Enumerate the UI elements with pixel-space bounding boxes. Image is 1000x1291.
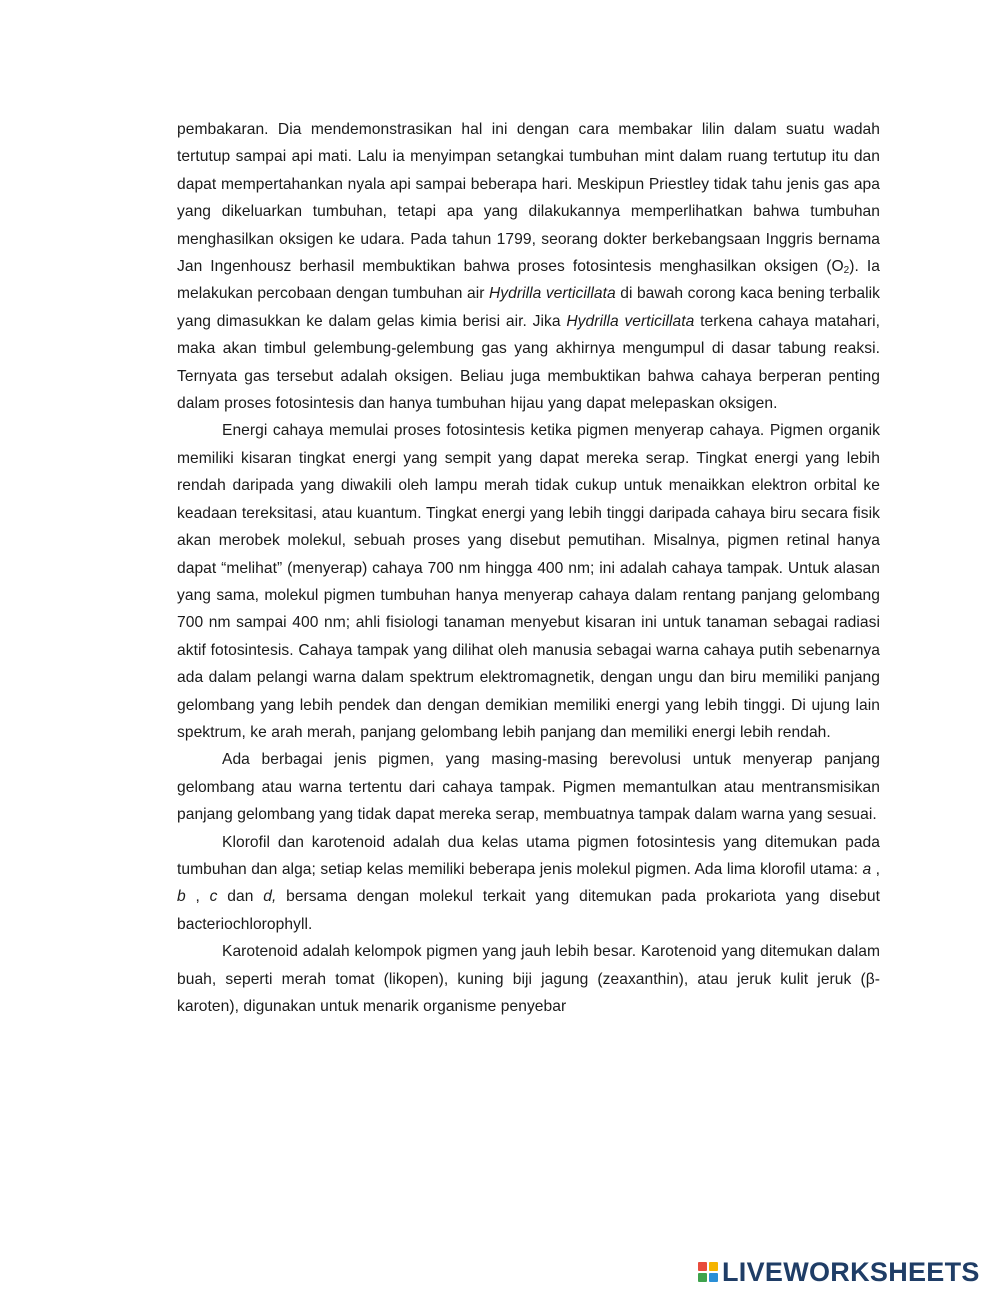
- text-run: Karotenoid adalah kelompok pigmen yang jauh lebih besar. Karotenoid yang ditemukan dalam buah, seperti merah tomat (likopen), kuning biji jagung (zeaxanthin), atau jeruk kulit jeruk (β-karoten), digunakan untuk menarik organisme penyebar: [177, 943, 880, 1015]
- text-run: ,: [871, 860, 881, 878]
- document-body: [177, 116, 880, 1020]
- text-run: bersama dengan molekul terkait yang ditemukan pada prokariota yang disebut bacteriochlorophyll.: [177, 888, 880, 933]
- text-run: Klorofil dan karotenoid adalah dua kelas utama pigmen fotosintesis yang ditemukan pada tumbuhan dan alga; setiap kelas memiliki beberapa jenis molekul pigmen. Ada lima klorofil utama:: [177, 833, 880, 878]
- italic-text: d,: [263, 888, 277, 906]
- logo-block: [709, 1273, 718, 1282]
- italic-text: Hydrilla verticillata: [566, 312, 695, 330]
- italic-text: Hydrilla verticillata: [488, 285, 616, 303]
- logo-block: [709, 1262, 718, 1271]
- paragraph: [177, 746, 880, 828]
- text-run: ,: [185, 888, 210, 906]
- paragraph: [177, 417, 880, 746]
- text-run: di bawah corong kaca bening terbalik yang dimasukkan ke dalam gelas kimia berisi air. Jika: [177, 285, 880, 330]
- paragraph: [177, 938, 880, 1020]
- text-run: Energi cahaya memulai proses fotosintesis ketika pigmen menyerap cahaya. Pigmen organik memiliki kisaran tingkat energi yang sempit yang dapat mereka serap. Tingkat energi yang lebih rendah daripada yang diwakili oleh lampu merah tidak cukup untuk menaikkan elektron orbital ke keadaan tereksitasi, atau kuantum. Tingkat energi yang lebih tinggi daripada cahaya biru secara fisik akan merobek molekul, sebuah proses yang disebut pemutihan. Misalnya, pigmen retinal hanya dapat “melihat” (menyerap) cahaya 700 nm hingga 400 nm; ini adalah cahaya tampak. Untuk alasan yang sama, molekul pigmen tumbuhan hanya menyerap cahaya dalam rentang panjang gelombang 700 nm sampai 400 nm; ahli fisiologi tanaman menyebut kisaran ini untuk tanaman sebagai radiasi aktif fotosintesis. Cahaya tampak yang dilihat oleh manusia sebagai warna cahaya putih sebenarnya ada dalam pelangi warna dalam spektrum elektromagnetik, dengan ungu dan biru memiliki panjang gelombang yang lebih pendek dan dengan demikian memiliki energi yang lebih tinggi. Di ujung lain spektrum, ke arah merah, panjang gelombang lebih panjang dan memiliki energi lebih rendah.: [177, 422, 880, 741]
- logo-block: [698, 1262, 707, 1271]
- logo-text: LIVEWORKSHEETS: [722, 1256, 980, 1287]
- text-run: Ada berbagai jenis pigmen, yang masing-masing berevolusi untuk menyerap panjang gelombang atau warna tertentu dari cahaya tampak. Pigmen memantulkan atau mentransmisikan panjang gelombang yang tidak dapat mereka serap, membuatnya tampak dalam warna yang sesuai.: [177, 751, 880, 824]
- text-run: pembakaran. Dia mendemonstrasikan hal ini dengan cara membakar lilin dalam suatu wadah tertutup sampai api mati. Lalu ia menyimpan setangkai tumbuhan mint dalam ruang tertutup itu dan dapat mempertahankan nyala api sampai beberapa hari. Meskipun Priestley tidak tahu jenis gas apa yang dikeluarkan tumbuhan, tetapi apa yang dilakukannya memperlihatkan bahwa tumbuhan menghasilkan oksigen ke udara. Pada tahun 1799, seorang dokter berkebangsaan Inggris bernama Jan Ingenhousz berhasil membuktikan bahwa proses fotosintesis menghasilkan oksigen (O: [177, 121, 880, 276]
- logo-mark-icon: [698, 1262, 718, 1282]
- text-run: terkena cahaya matahari, maka akan timbul gelembung-gelembung gas yang akhirnya mengumpul di dasar tabung reaksi. Ternyata gas tersebut adalah oksigen. Beliau juga membuktikan bahwa cahaya berperan penting dalam proses fotosintesis dan hanya tumbuhan hijau yang dapat melepaskan oksigen.: [177, 312, 881, 413]
- paragraph: [177, 829, 880, 939]
- italic-text: a: [862, 860, 872, 878]
- paragraph: [177, 116, 880, 417]
- italic-text: c: [209, 888, 218, 906]
- text-run: dan: [217, 888, 264, 906]
- italic-text: b: [177, 888, 186, 906]
- logo-block: [698, 1273, 707, 1282]
- liveworksheets-logo[interactable]: [698, 1255, 980, 1289]
- subscript-text: 2: [843, 265, 850, 277]
- text-run: ). Ia melakukan percobaan dengan tumbuhan air: [177, 258, 880, 303]
